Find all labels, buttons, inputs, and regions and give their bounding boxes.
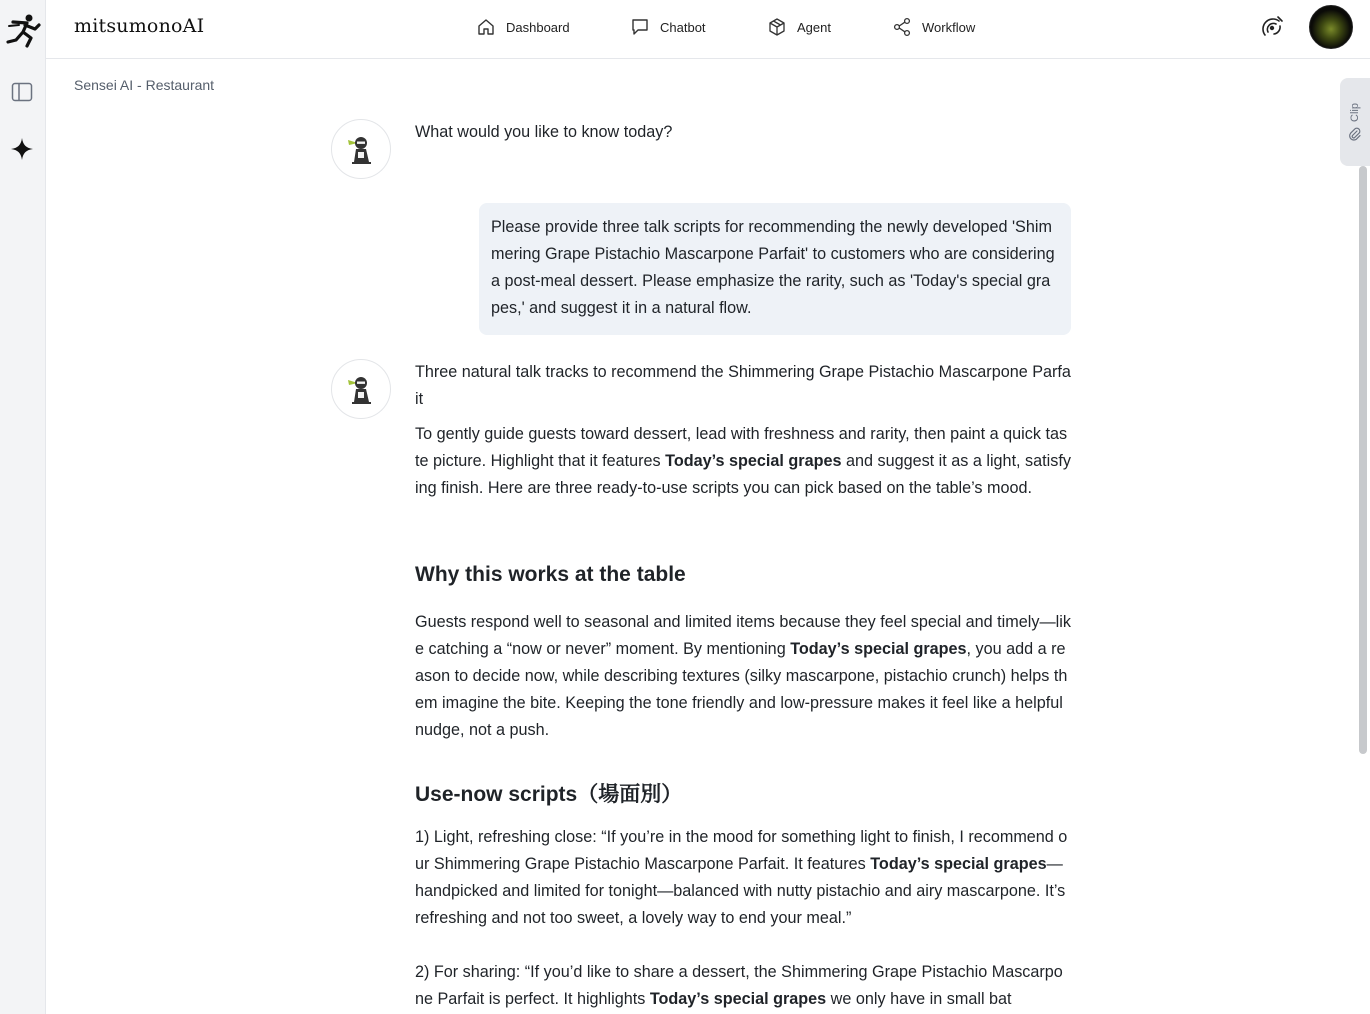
section-heading-why: Why this works at the table	[415, 563, 686, 586]
text-span: Guests respond well to seasonal and limited items because they feel special and timely—like catching a “now or never” moment. By mentioning	[415, 613, 1071, 658]
brand-name[interactable]: mitsumonoAI	[74, 15, 205, 37]
reply-intro-title: Three natural talk tracks to recommend the Shimmering Grape Pistachio Mascarpone Parfait	[415, 363, 1071, 408]
home-icon	[476, 17, 496, 37]
text-span: , you add a reason to decide now, while describing textures (silky mascarpone, pistachio crunch) helps them imagine the bite. Keeping the tone friendly and low-pressure makes it feel like a helpful nudge, not a push.	[415, 640, 1068, 739]
nav-workflow-label: Workflow	[922, 19, 976, 35]
bold-term: Today’s special grapes	[665, 452, 842, 470]
ninja-icon	[344, 132, 378, 166]
script-1	[415, 824, 1071, 932]
reply-intro-paragraph	[415, 421, 1071, 502]
share-nodes-icon	[892, 17, 912, 37]
paperclip-icon	[1348, 127, 1362, 141]
text-span: 2) For sharing: “If you’d like to share a dessert, the Shimmering Grape Pistachio Mascarpone Parfait is perfect. It highlights	[415, 963, 1063, 1008]
reply-why-paragraph	[415, 609, 1071, 744]
nav-chatbot[interactable]	[630, 17, 706, 37]
text-span: 1) Light, refreshing close: “If you’re in the mood for something light to finish, I recommend our Shimmering Grape Pistachio Mascarpone Parfait. It features	[415, 828, 1068, 873]
top-bar	[46, 0, 1370, 59]
script-2	[415, 959, 1071, 1013]
sparkle-icon[interactable]	[9, 136, 35, 162]
clip-tab[interactable]	[1340, 78, 1370, 166]
bold-term: Today’s special grapes	[649, 990, 827, 1008]
text-span: and suggest it as a light, satisfying finish. Here are three ready-to-use scripts you can pick based on the table’s mood.	[415, 452, 1071, 497]
user-message: Please provide three talk scripts for recommending the newly developed 'Shimmering Grape Pistachio Mascarpone Parfait' to customers who are considering a post-meal dessert. Please emphasize the rarity, such as 'Today's special grapes,' and suggest it in a natural flow.	[479, 203, 1071, 335]
user-avatar[interactable]	[1309, 5, 1353, 49]
scrollbar[interactable]	[1359, 166, 1367, 754]
nav-dashboard-label: Dashboard	[506, 19, 570, 35]
nav-dashboard[interactable]	[476, 17, 570, 37]
breadcrumb[interactable]: Sensei AI - Restaurant	[74, 77, 215, 93]
sidebar-toggle-icon[interactable]	[9, 79, 35, 105]
bold-term: Today’s special grapes	[790, 640, 967, 658]
greeting-message: What would you like to know today?	[415, 123, 673, 141]
bot-avatar	[331, 119, 391, 179]
cube-icon	[767, 17, 787, 37]
clip-label: Clip	[1349, 102, 1361, 122]
chat-icon	[630, 17, 650, 37]
section-heading-scripts: Use-now scripts（場面別）	[415, 783, 683, 806]
bold-term: Today’s special grapes	[870, 855, 1047, 873]
nav-agent-label: Agent	[797, 19, 831, 35]
nav-chatbot-label: Chatbot	[660, 19, 706, 35]
nav-agent[interactable]	[767, 17, 831, 37]
ninja-icon	[344, 372, 378, 406]
left-rail	[0, 0, 46, 1014]
text-span: To gently guide guests toward dessert, lead with freshness and rarity, then paint a quick taste picture. Highlight that it features	[415, 425, 1068, 470]
bot-avatar	[331, 359, 391, 419]
nav-workflow[interactable]	[892, 17, 975, 37]
text-span: we only have in small bat	[826, 990, 1012, 1008]
runner-logo-icon[interactable]	[5, 12, 41, 52]
text-span: —handpicked and limited for tonight—balanced with nutty pistachio and airy mascarpone. It’s refreshing and not too sweet, a lovely way to end your meal.”	[415, 855, 1066, 927]
broadcast-icon[interactable]	[1260, 14, 1286, 40]
